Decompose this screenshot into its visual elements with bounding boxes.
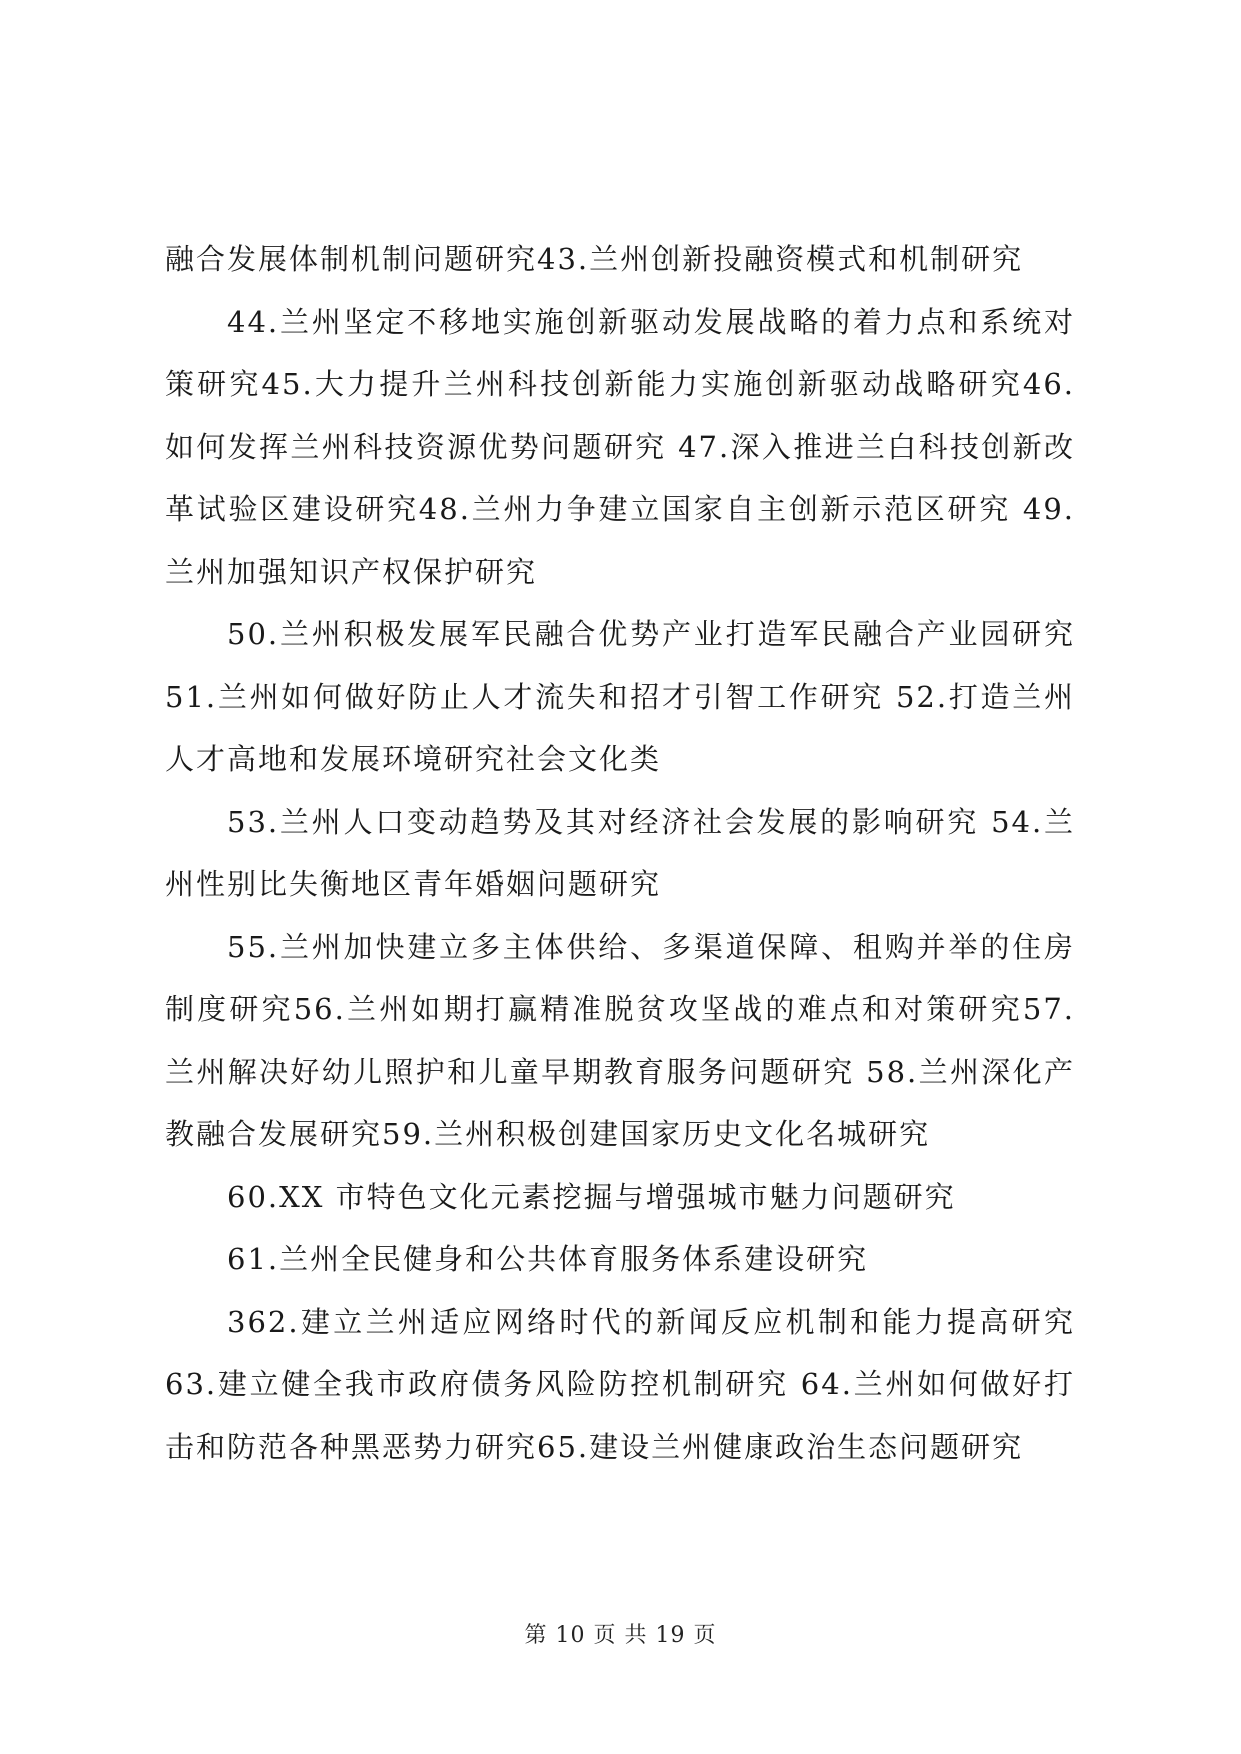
paragraph-item-362: 362.建立兰州适应网络时代的新闻反应机制和能力提高研究 63.建立健全我市政府债务风险防控机制研究 64.兰州如何做好打击和防范各种黑恶势力研究65.建设兰州健康政治生态问题研究 (165, 1304, 1075, 1464)
paragraph-item-55: 55.兰州加快建立多主体供给、多渠道保障、租购并举的住房制度研究56.兰州如期打赢精准脱贫攻坚战的难点和对策研究57.兰州解决好幼儿照护和儿童早期教育服务问题研究 58.兰州深化产教融合发展研究59.兰州积极创建国家历史文化名城研究 (165, 929, 1075, 1151)
paragraph-item-61: 61.兰州全民健身和公共体育服务体系建设研究 (227, 1242, 869, 1276)
document-body (165, 228, 1075, 1478)
paragraph-item-44: 44.兰州坚定不移地实施创新驱动发展战略的着力点和系统对策研究45.大力提升兰州科技创新能力实施创新驱动战略研究46.如何发挥兰州科技资源优势问题研究 47.深入推进兰白科技创新改革试验区建设研究48.兰州力争建立国家自主创新示范区研究 49.兰州加强知识产权保护研究 (165, 304, 1075, 589)
paragraph-item-50: 50.兰州积极发展军民融合优势产业打造军民融合产业园研究 51.兰州如何做好防止人才流失和招才引智工作研究 52.打造兰州人才高地和发展环境研究社会文化类 (165, 617, 1075, 776)
page-number-footer: 第 10 页 共 19 页 (524, 1623, 717, 1648)
paragraph-continuation: 融合发展体制机制问题研究43.兰州创新投融资模式和机制研究 (165, 242, 1024, 276)
paragraph-item-60: 60.XX 市特色文化元素挖掘与增强城市魅力问题研究 (227, 1179, 956, 1214)
paragraph-item-53: 53.兰州人口变动趋势及其对经济社会发展的影响研究 54.兰州性别比失衡地区青年婚姻问题研究 (165, 804, 1075, 901)
